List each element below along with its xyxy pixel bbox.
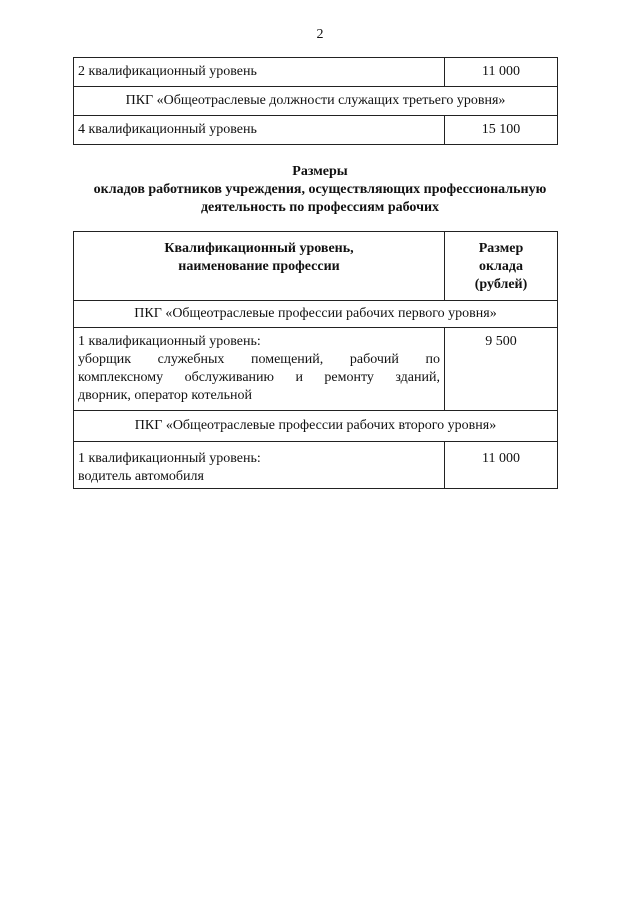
salary-value-cell: 9 500	[445, 328, 558, 411]
qualification-level-cell: 4 квалификационный уровень	[74, 116, 445, 145]
table-row	[74, 58, 558, 87]
table-header-row	[74, 232, 558, 301]
table-row	[74, 301, 558, 328]
salary-value-cell: 11 000	[445, 442, 558, 489]
pkg-group-cell: ПКГ «Общеотраслевые профессии рабочих второго уровня»	[74, 411, 558, 442]
section-heading	[0, 163, 640, 217]
salary-table-continued	[73, 57, 558, 145]
pkg-group-cell: ПКГ «Общеотраслевые должности служащих третьего уровня»	[74, 87, 558, 116]
table-row	[74, 411, 558, 442]
table-row	[74, 328, 558, 411]
column-header-salary: Размер оклада (рублей)	[445, 232, 558, 301]
column-header-qualification: Квалификационный уровень, наименование профессии	[74, 232, 445, 301]
workers-salary-table	[73, 231, 558, 489]
qualification-level-cell: 2 квалификационный уровень	[74, 58, 445, 87]
qualification-description-cell: 1 квалификационный уровень: водитель автомобиля	[74, 442, 445, 489]
table-row	[74, 442, 558, 489]
table-row	[74, 116, 558, 145]
pkg-group-cell: ПКГ «Общеотраслевые профессии рабочих первого уровня»	[74, 301, 558, 328]
table-row	[74, 87, 558, 116]
salary-value-cell: 11 000	[445, 58, 558, 87]
page-number: 2	[316, 27, 324, 42]
heading-line: деятельность по профессиям рабочих	[200, 200, 440, 215]
qualification-description-cell: 1 квалификационный уровень: уборщик служебных помещений, рабочий по комплексному обслуживанию и ремонту зданий, дворник, оператор котельной	[74, 328, 445, 411]
heading-line: Размеры	[292, 164, 348, 179]
salary-value-cell: 15 100	[445, 116, 558, 145]
heading-line: окладов работников учреждения, осуществляющих профессиональную	[93, 182, 547, 197]
